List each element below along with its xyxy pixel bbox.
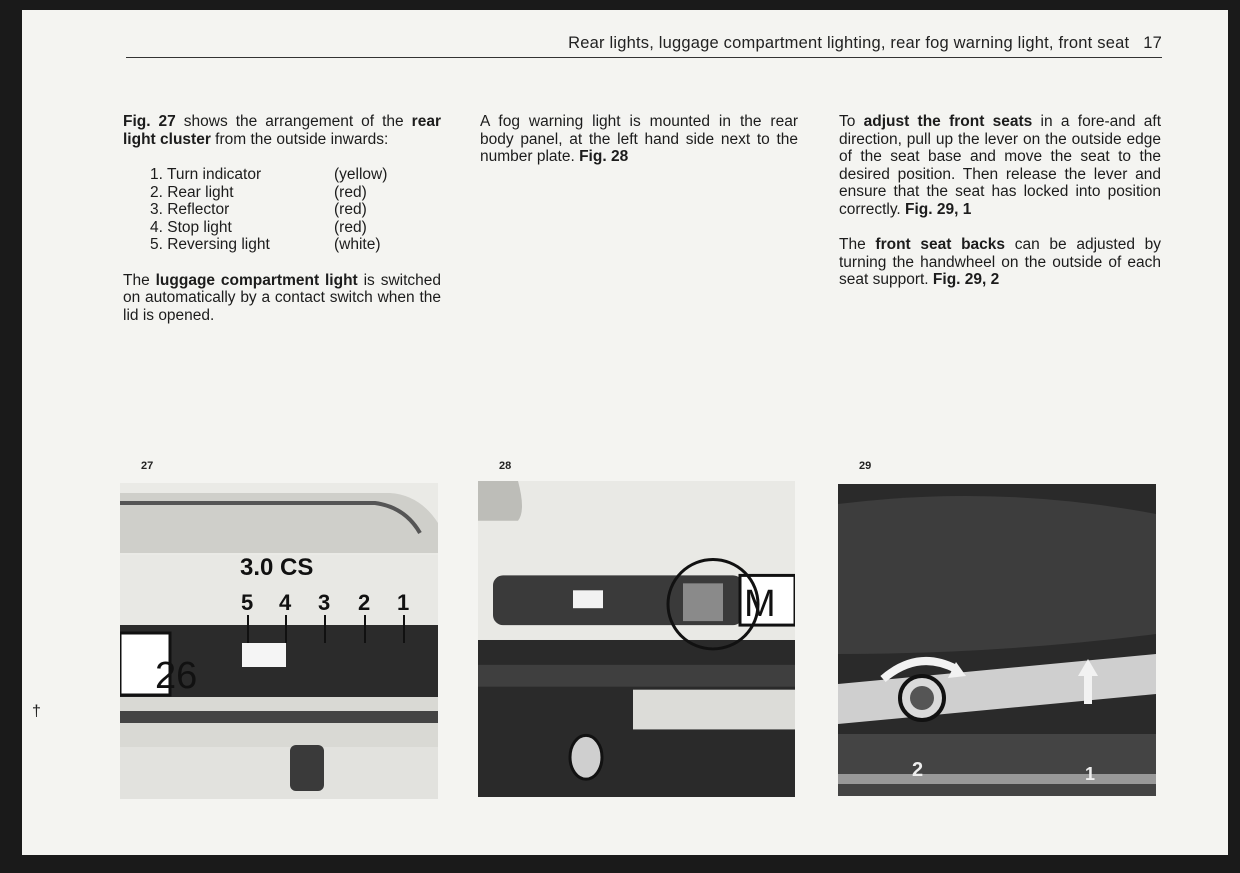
list-item: 4. Stop light (red) [150, 218, 367, 236]
fig-ref: Fig. 29, 1 [905, 200, 972, 218]
page-number: 17 [1143, 34, 1162, 52]
callout-1: 1 [397, 590, 410, 615]
paragraph-rear-light-cluster: Fig. 27 shows the arrangement of the rear light cluster from the outside inwards: [123, 113, 441, 148]
paragraph-luggage-light: The luggage compartment light is switched on automatically by a contact switch when the lid is opened. [123, 271, 441, 324]
term-rear-light-cluster: rear light cluster [123, 113, 441, 148]
margin-mark: † [32, 703, 41, 720]
callout-5: 5 [241, 590, 254, 615]
term-front-seat-backs: front seat backs [875, 236, 1006, 253]
paragraph-seat-adjust: To adjust the front seats in a fore-and aft direction, pull up the lever on the outside edge of the seat base and move the seat to the desired position. Then release the lever and ensure that the seat has locked into position correctly. Fig. 29, 1 [839, 113, 1161, 218]
paragraph-seat-backs: The front seat backs can be adjusted by turning the handwheel on the outside of each seat support. Fig. 29, 2 [839, 236, 1161, 288]
page-header [126, 34, 1162, 58]
callout-2: 2 [912, 759, 924, 781]
callout-3: 3 [318, 590, 331, 615]
list-item: 5. Reversing light (white) [150, 236, 381, 253]
figure-27-rear-light-cluster-photo [120, 483, 438, 799]
term-adjust-front-seats: adjust the front seats [863, 113, 1033, 130]
plate-letter: M [744, 583, 776, 626]
term-luggage-compartment-light: luggage compartment light [155, 271, 358, 289]
column-front-seat [839, 113, 1161, 307]
column-fog-light [480, 113, 798, 184]
header-title: Rear lights, luggage compartment lighting, rear fog warning light, front seat [568, 34, 1130, 52]
figure-28-fog-light-photo [478, 481, 795, 797]
light-list [150, 166, 441, 254]
fig-ref: Fig. 29, 2 [932, 271, 1000, 288]
figure-29-label: 29 [859, 460, 872, 472]
figure-29-front-seat-photo [838, 484, 1156, 796]
list-item: 3. Reflector (red) [150, 201, 367, 218]
fig-ref: Fig. 28 [579, 148, 629, 165]
list-item: 1. Turn indicator (yellow) [150, 166, 388, 183]
figure-28-label: 28 [499, 460, 512, 472]
paragraph-fog-light: A fog warning light is mounted in the rear body panel, at the left hand side next to the number plate. Fig. 28 [480, 113, 798, 165]
callout-4: 4 [279, 590, 292, 615]
list-item: 2. Rear light (red) [150, 183, 367, 201]
callout-1: 1 [1085, 764, 1096, 784]
column-rear-lights [123, 113, 441, 342]
fig-ref: Fig. 27 [123, 113, 176, 130]
figure-27-label: 27 [141, 460, 154, 472]
callout-2: 2 [358, 590, 371, 615]
plate-number: 26 [155, 655, 198, 697]
badge-3-0-cs: 3.0 CS [240, 554, 314, 581]
